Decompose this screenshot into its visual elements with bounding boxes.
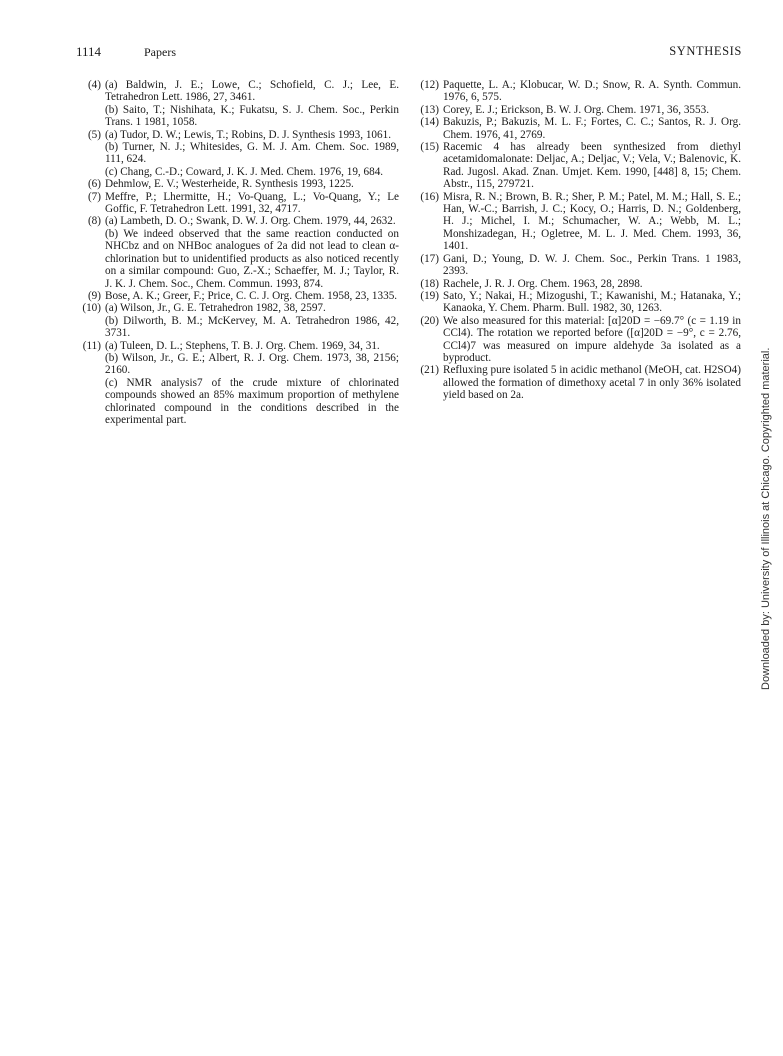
reference-text [443,253,741,278]
reference-line: (b) We indeed observed that the same reaction conducted on NHCbz and on NHBoc analogues of 2a did not lead to clean α-chlorination but to unidentified products as also noticed recently on a similar compound: Guo, Z.-X.; Schaeffer, M. J.; Taylor, R. J. K. J. Chem. Soc., Chem. Commun. 1993, 874. [105,227,399,290]
reference-text [443,191,741,253]
reference-line: (b) Saito, T.; Nishihata, K.; Fukatsu, S. J. Chem. Soc., Perkin Trans. 1 1981, 1058. [105,103,399,129]
reference-line: Refluxing pure isolated 5 in acidic methanol (MeOH, cat. H2SO4) allowed the formation of dimethoxy acetal 7 in only 36% isolated yield based on 2a. [443,364,741,402]
reference-text [443,315,741,365]
reference-entry [76,191,399,216]
reference-text [443,290,741,315]
reference-number: (10) [82,302,101,315]
reference-entry [76,302,399,339]
reference-line: (a) Wilson, Jr., G. E. Tetrahedron 1982, 38, 2597. [105,302,326,315]
reference-text [105,340,399,427]
reference-text [443,116,741,141]
reference-entry [414,364,741,401]
reference-entry [414,290,741,315]
download-notice: Downloaded by: University of Illinois at Chicago. Copyrighted material. [760,347,772,690]
reference-text [105,191,399,216]
reference-number: (8) [87,215,101,228]
reference-entry [414,315,741,365]
reference-text [105,215,399,289]
reference-line: We also measured for this material: [α]20D = −69.7° (c = 1.19 in CCl4). The rotation we reported before ([α]20D = −9°, c = 2.76, CCl4)7 was measured on impure aldehyde 3a isolated as a byproduct. [443,314,741,364]
reference-text [105,290,399,302]
reference-text [105,302,399,339]
page-number: 1114 [76,44,102,59]
reference-number: (16) [420,190,439,203]
reference-entry [76,79,399,129]
reference-entry [76,129,399,179]
reference-number: (13) [420,103,439,116]
reference-number: (9) [87,289,101,302]
reference-number: (15) [420,141,439,154]
reference-entry [414,191,741,253]
reference-entry [76,178,399,190]
reference-line: (a) Lambeth, D. O.; Swank, D. W. J. Org. Chem. 1979, 44, 2632. [105,215,396,228]
reference-number: (12) [420,79,439,91]
reference-line: (b) Wilson, Jr., G. E.; Albert, R. J. Org. Chem. 1973, 38, 2156; 2160. [105,351,399,377]
reference-line: Sato, Y.; Nakai, H.; Mizogushi, T.; Kawanishi, M.; Hatanaka, Y.; Kanaoka, Y. Chem. Pharm. Bull. 1982, 30, 1263. [443,289,741,315]
reference-text [443,278,741,290]
reference-number: (19) [420,289,439,302]
reference-number: (4) [87,79,101,91]
reference-entry [76,215,399,289]
references-right-column [414,79,741,402]
reference-line: Misra, R. N.; Brown, B. R.; Sher, P. M.; Patel, M. M.; Hall, S. E.; Han, W.-C.; Barrish, J. C.; Kocy, O.; Harris, D. N.; Goldenberg, H. J.; Michel, I. M.; Schumacher, W. A.; Webb, M. L.; Monshizadegan, H.; Ogletree, M. L. J. Med. Chem. 1993, 36, 1401. [443,190,741,253]
reference-line: (c) NMR analysis7 of the crude mixture of chlorinated compounds showed an 85% maximum proportion of methylene chlorinated compound in the conditions described in the experimental part. [105,376,399,426]
reference-entry [76,340,399,427]
reference-line: (a) Baldwin, J. E.; Lowe, C.; Schofield, C. J.; Lee, E. Tetrahedron Lett. 1986, 27, 3461. [105,79,399,104]
reference-number: (6) [87,178,101,191]
reference-line: Paquette, L. A.; Klobucar, W. D.; Snow, R. A. Synth. Commun. 1976, 6, 575. [443,79,741,104]
references-left-column [76,79,399,426]
journal-name: SYNTHESIS [669,44,742,58]
reference-line: Bose, A. K.; Greer, F.; Price, C. C. J. Org. Chem. 1958, 23, 1335. [105,289,398,302]
reference-text [443,104,741,116]
reference-line: (b) Turner, N. J.; Whitesides, G. M. J. Am. Chem. Soc. 1989, 111, 624. [105,141,399,166]
reference-entry [414,79,741,104]
reference-number: (5) [87,128,101,141]
reference-number: (7) [87,190,101,203]
reference-line: (b) Dilworth, B. M.; McKervey, M. A. Tetrahedron 1986, 42, 3731. [105,314,399,340]
reference-line: Gani, D.; Young, D. W. J. Chem. Soc., Perkin Trans. 1 1983, 2393. [443,252,741,278]
reference-line: Corey, E. J.; Erickson, B. W. J. Org. Chem. 1971, 36, 3553. [443,103,710,116]
reference-number: (17) [420,252,439,265]
reference-entry [414,116,741,141]
reference-line: (a) Tudor, D. W.; Lewis, T.; Robins, D. J. Synthesis 1993, 1061. [105,128,391,141]
reference-entry [414,278,741,290]
reference-line: (a) Tuleen, D. L.; Stephens, T. B. J. Org. Chem. 1969, 34, 31. [105,339,380,352]
reference-line: Racemic 4 has already been synthesized from diethyl acetamidomalonate: Deljac, A.; Deljac, V.; Vela, V.; Balenovic, K. Rad. Jugosl. Akad. Znan. Umjet. Kem. 1990, [448] 8, 15; Chem. Abstr., 115, 279721. [443,141,741,191]
reference-entry [414,253,741,278]
section-label: Papers [144,45,176,59]
page-header [76,44,742,62]
reference-entry [76,290,399,302]
reference-number: (14) [420,116,439,129]
reference-number: (11) [82,339,101,352]
reference-text [443,79,741,104]
reference-text [105,129,399,179]
reference-text [443,141,741,191]
reference-line: Meffre, P.; Lhermitte, H.; Vo-Quang, L.; Vo-Quang, Y.; Le Goffic, F. Tetrahedron Lett. 1991, 32, 4717. [105,190,399,216]
reference-text [105,178,399,190]
reference-line: Rachele, J. R. J. Org. Chem. 1963, 28, 2898. [443,277,643,290]
reference-number: (20) [420,314,439,327]
reference-number: (18) [420,277,439,290]
reference-line: Dehmlow, E. V.; Westerheide, R. Synthesis 1993, 1225. [105,178,354,191]
reference-text [443,364,741,401]
reference-line: Bakuzis, P.; Bakuzis, M. L. F.; Fortes, C. C.; Santos, R. J. Org. Chem. 1976, 41, 2769. [443,116,741,141]
reference-entry [414,104,741,116]
reference-number: (21) [420,364,439,377]
reference-entry [414,141,741,191]
reference-text [105,79,399,129]
reference-line: (c) Chang, C.-D.; Coward, J. K. J. Med. Chem. 1976, 19, 684. [105,165,384,178]
